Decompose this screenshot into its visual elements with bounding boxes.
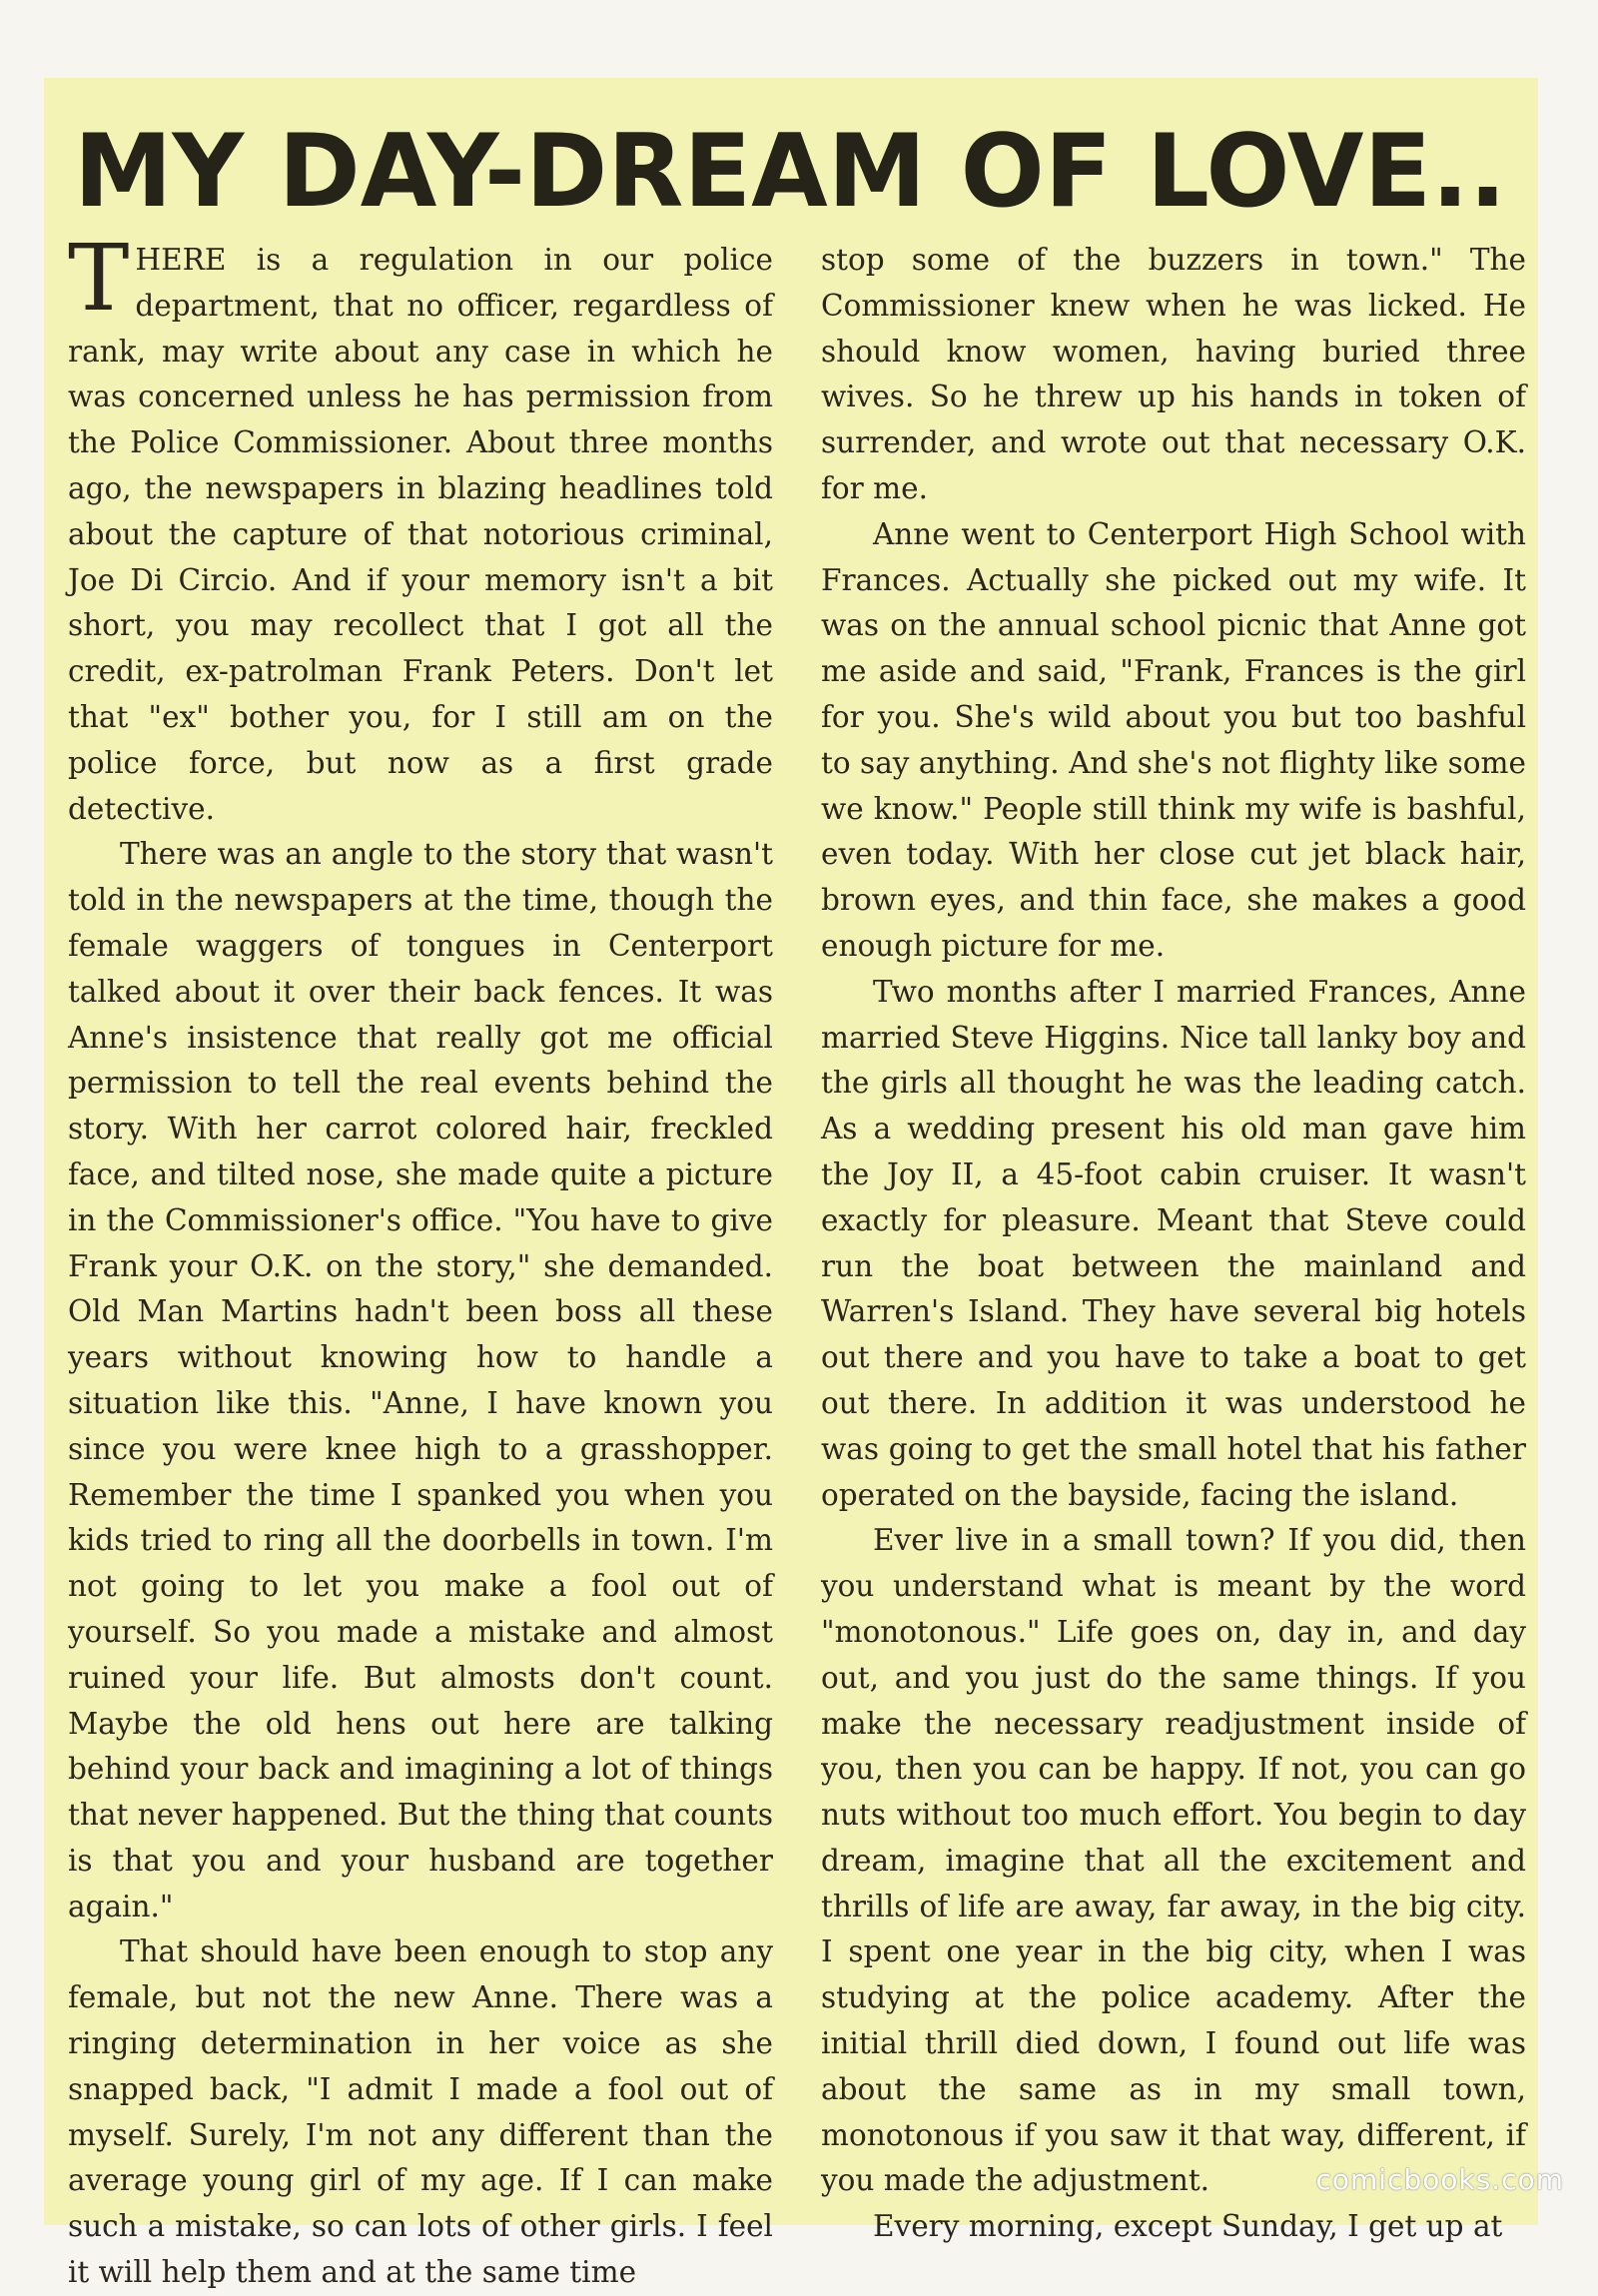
site-watermark: comicbooks.com [1315, 2163, 1564, 2196]
article-page [44, 78, 1538, 2290]
paragraph: That should have been enough to stop any female, but not the new Anne. There was a ringing determination in her voice as she snapped back, "I admit I made a fool out of myself. Surely, I'm not any different than the average young girl of my age. If I can make such a mistake, so can lots of other girls. I feel it will help them and at the same time [68, 1934, 773, 2290]
paragraph: Two months after I married Frances, Anne married Steve Higgins. Nice tall lanky boy and the girls all thought he was the leading catch. As a wedding present his old man gave him the Joy II, a 45-foot cabin cruiser. It wasn't exactly for pleasure. Meant that Steve could run the boat between the mainland and Warren's Island. They have several big hotels out there and you have to take a boat to get out there. In addition it was understood he was going to get the small hotel that his father operated on the bayside, facing the island. [821, 974, 1526, 1512]
paragraph: Ever live in a small town? If you did, then you understand what is meant by the word "monotonous." Life goes on, day in, and day out, and you just do the same things. If you make the necessary readjustment inside of you, then you can be happy. If not, you can go nuts without too much effort. You begin to day dream, imagine that all the excitement and thrills of life are away, far away, in the big city. I spent one year in the big city, when I was studying at the police academy. After the initial thrill died down, I found out life was about the same as in my small town, monotonous if you saw it that way, different, if you made the adjustment. [821, 1523, 1526, 2198]
article-title: MY DAY-DREAM OF LOVE.. [74, 112, 1507, 230]
paragraph [68, 225, 773, 832]
paragraph-text: HERE is a regulation in our police department, that no officer, regardless of rank, may write about any case in which he was concerned unless he has permission from the Police Commissioner. About three months ago, the newspapers in blazing headlines told about the capture of that notorious criminal, Joe Di Circio. And if your memory isn't a bit short, you may recollect that I got all the credit, ex-patrolman Frank Peters. Don't let that "ex" bother you, for I still am on the police force, but now as a first grade detective. [68, 243, 773, 826]
right-column [821, 238, 1526, 2244]
paragraph: Every morning, except Sunday, I get up at [873, 2209, 1503, 2244]
left-column [68, 225, 773, 2290]
paragraph: Anne went to Centerport High School with Frances. Actually she picked out my wife. It was on the annual school picnic that Anne got me aside and said, "Frank, Frances is the girl for you. She's wild about you but too bashful to say anything. And she's not flighty like some we know." People still think my wife is bashful, even today. With her close cut jet black hair, brown eyes, and thin face, she makes a good enough picture for me. [821, 516, 1526, 963]
paragraph: There was an angle to the story that wasn't told in the newspapers at the time, though the female waggers of tongues in Centerport talked about it over their back fences. It was Anne's insistence that really got me official permission to tell the real events behind the story. With her carrot colored hair, freckled face, and tilted nose, she made quite a picture in the Commissioner's office. "You have to give Frank your O.K. on the story," she demanded. Old Man Martins hadn't been boss all these years without knowing how to handle a situation like this. "Anne, I have known you since you were knee high to a grasshopper. Remember the time I spanked you when you kids tried to ring all the doorbells in town. I'm not going to let you make a fool out of yourself. So you made a mistake and almost ruined your life. But almosts don't count. Maybe the old hens out here are talking behind your back and imagining a lot of things that never happened. But the thing that counts is that you and your husband are together again." [68, 837, 773, 1923]
paragraph: stop some of the buzzers in town." The Commissioner knew when he was licked. He should know women, having buried three wives. So he threw up his hands in token of surrender, and wrote out that necessary O.K. for me. [821, 243, 1526, 505]
drop-cap: T [68, 225, 130, 332]
